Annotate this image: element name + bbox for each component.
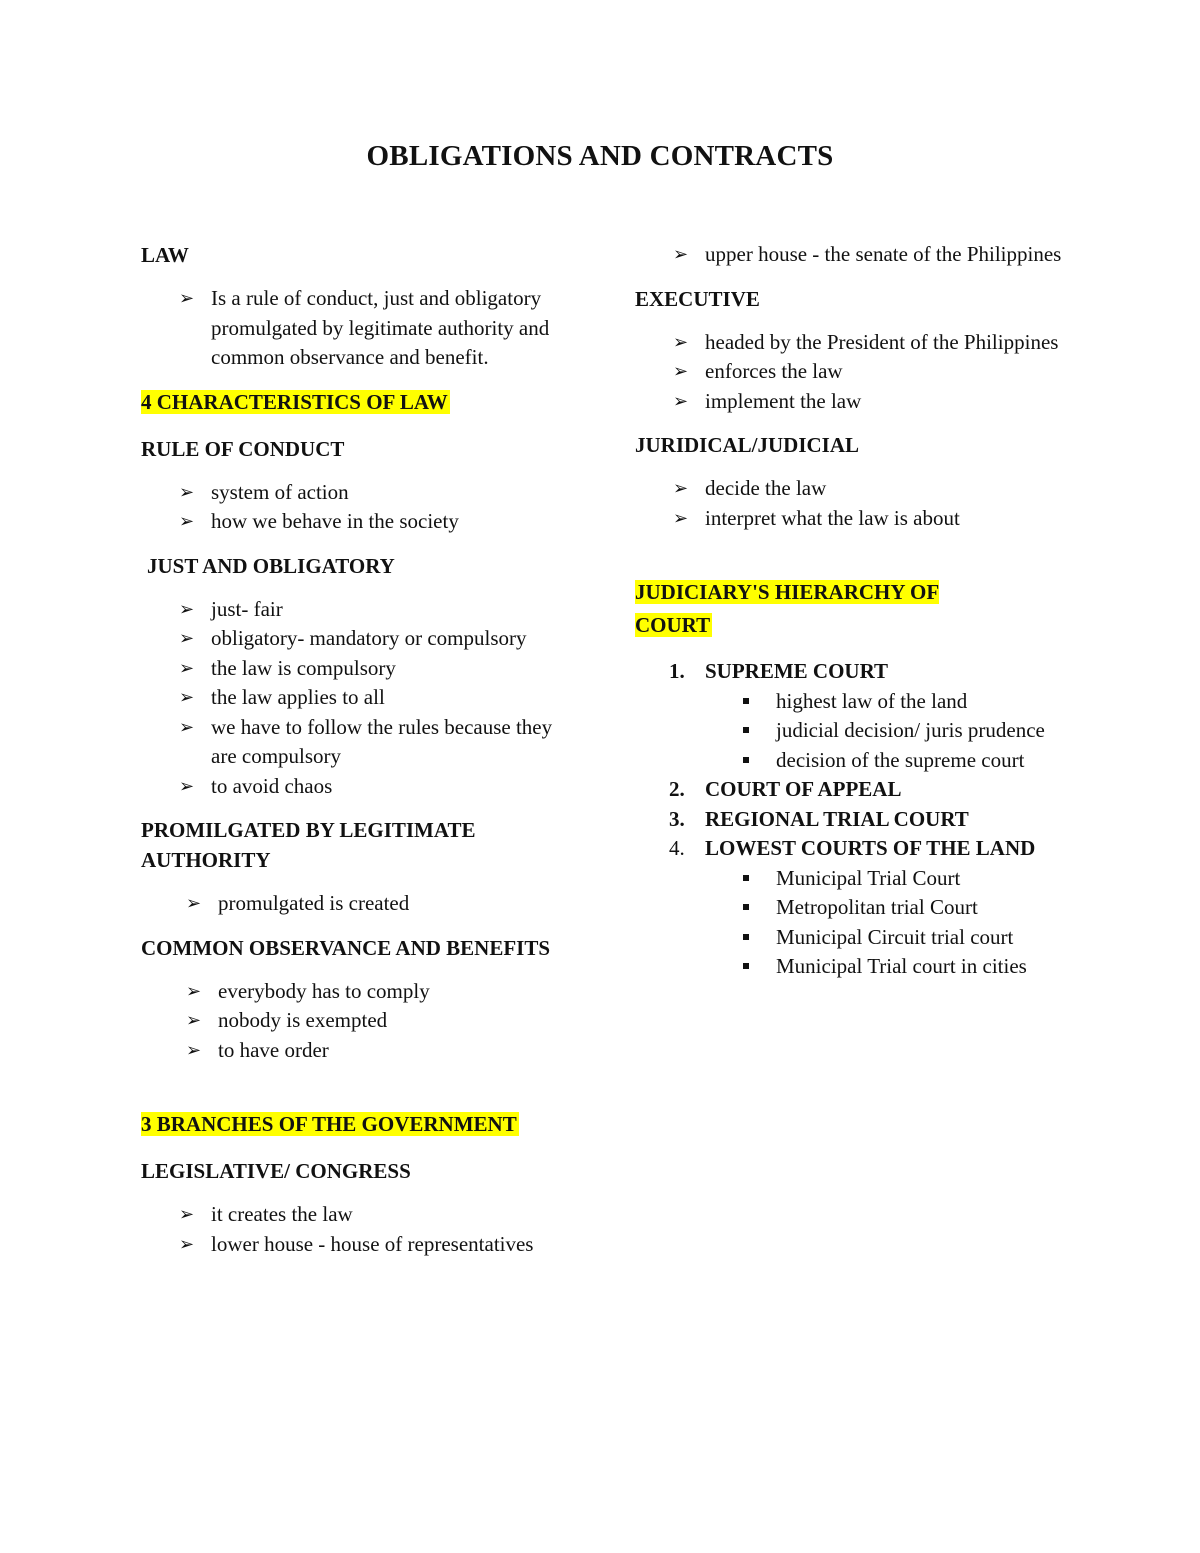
arrow-bullet-icon: ➢	[179, 657, 195, 678]
court-item-lowest	[635, 834, 1075, 982]
arrow-bullet-icon: ➢	[186, 980, 202, 1001]
list-number: 4.	[669, 836, 685, 860]
section-heading-legislative: LEGISLATIVE/ CONGRESS	[141, 1159, 411, 1183]
list-item: ➢ just- fair	[141, 595, 581, 625]
arrow-bullet-icon: ➢	[186, 893, 202, 913]
court-hierarchy-list	[635, 657, 1075, 982]
list-item: ➢ it creates the law	[141, 1200, 581, 1230]
arrow-bullet-icon: ➢	[179, 628, 195, 648]
list-number: 3.	[669, 806, 685, 831]
arrow-bullet-icon: ➢	[186, 1010, 202, 1030]
arrow-bullet-icon: ➢	[179, 598, 195, 619]
list-number: 2.	[669, 777, 685, 801]
arrow-bullet-icon: ➢	[673, 478, 689, 498]
list-item: ➢ promulgated is created	[141, 889, 581, 919]
square-bullet-icon	[743, 875, 749, 881]
judicial-list	[635, 474, 1075, 533]
square-bullet-icon	[743, 963, 749, 969]
list-item: judicial decision/ juris prudence	[635, 716, 1075, 746]
legislative-continued-list	[635, 240, 1075, 270]
just-obligatory-list	[141, 595, 581, 802]
arrow-bullet-icon: ➢	[179, 687, 195, 707]
arrow-bullet-icon: ➢	[179, 1233, 195, 1254]
list-item: ➢ how we behave in the society	[141, 507, 581, 537]
list-item: ➢ obligatory- mandatory or compulsory	[141, 624, 581, 654]
left-column	[141, 240, 581, 1273]
list-item: ➢ everybody has to comply	[141, 977, 581, 1007]
common-observance-list	[141, 977, 581, 1066]
square-bullet-icon	[743, 757, 749, 763]
list-item: ➢ headed by the President of the Philippines	[635, 328, 1075, 358]
highlighted-heading-characteristics: 4 CHARACTERISTICS OF LAW	[141, 389, 448, 414]
list-item: ➢ system of action	[141, 478, 581, 508]
page-title: OBLIGATIONS AND CONTRACTS	[366, 140, 834, 172]
arrow-bullet-icon: ➢	[179, 775, 195, 796]
square-bullet-icon	[743, 698, 749, 704]
court-item-appeal	[635, 775, 1075, 805]
arrow-bullet-icon: ➢	[179, 481, 195, 502]
rule-of-conduct-list	[141, 478, 581, 537]
list-item: Metropolitan trial Court	[635, 893, 1075, 923]
list-item: ➢ nobody is exempted	[141, 1006, 581, 1036]
right-column	[635, 240, 1075, 982]
court-name: LOWEST COURTS OF THE LAND	[705, 836, 1036, 860]
list-item: ➢ decide the law	[635, 474, 1075, 504]
list-number: 1.	[669, 659, 685, 683]
list-item: ➢ lower house - house of representatives	[141, 1230, 581, 1260]
arrow-bullet-icon: ➢	[673, 331, 689, 352]
list-item: ➢ implement the law	[635, 387, 1075, 417]
executive-list	[635, 328, 1075, 417]
list-item: ➢ Is a rule of conduct, just and obligatory promulgated by legitimate authority and common observance and benefit.	[179, 286, 550, 369]
court-name: REGIONAL TRIAL COURT	[705, 806, 969, 831]
list-item: highest law of the land	[635, 687, 1075, 717]
arrow-bullet-icon: ➢	[673, 507, 689, 528]
list-item: ➢ to avoid chaos	[141, 772, 581, 802]
list-item: Municipal Trial court in cities	[635, 952, 1075, 982]
legislative-list	[141, 1200, 581, 1259]
square-bullet-icon	[743, 904, 749, 910]
list-item: Municipal Circuit trial court	[635, 923, 1075, 953]
arrow-bullet-icon: ➢	[179, 288, 195, 308]
arrow-bullet-icon: ➢	[673, 361, 689, 381]
court-item-regional	[635, 805, 1075, 835]
square-bullet-icon	[743, 934, 749, 940]
lowest-courts-sublist	[635, 864, 1075, 982]
arrow-bullet-icon: ➢	[673, 244, 689, 264]
arrow-bullet-icon: ➢	[673, 390, 689, 411]
arrow-bullet-icon: ➢	[179, 511, 195, 531]
court-item-supreme	[635, 657, 1075, 775]
section-heading-rule-of-conduct: RULE OF CONDUCT	[141, 436, 345, 461]
section-heading-just-obligatory: JUST AND OBLIGATORY	[147, 553, 395, 578]
square-bullet-icon	[743, 727, 749, 733]
section-heading-common-observance: COMMON OBSERVANCE AND BENEFITS	[141, 935, 551, 960]
arrow-bullet-icon: ➢	[179, 716, 195, 737]
list-item: ➢ upper house - the senate of the Philippines	[635, 240, 1075, 270]
list-item: decision of the supreme court	[635, 746, 1075, 776]
supreme-court-sublist	[635, 687, 1075, 776]
highlighted-heading-hierarchy: JUDICIARY'S HIERARCHY OF COURT	[635, 580, 940, 637]
list-item: ➢ we have to follow the rules because they are compulsory	[179, 714, 553, 768]
list-item: ➢ interpret what the law is about	[635, 504, 1075, 534]
law-list	[141, 284, 581, 373]
list-item: ➢ the law applies to all	[141, 683, 581, 713]
list-item: ➢ the law is compulsory	[141, 654, 581, 684]
arrow-bullet-icon: ➢	[179, 1204, 195, 1224]
promulgated-list	[141, 889, 581, 919]
section-heading-promulgated: PROMILGATED BY LEGITIMATE AUTHORITY	[141, 818, 476, 872]
list-item: Municipal Trial Court	[635, 864, 1075, 894]
list-item: ➢ enforces the law	[635, 357, 1075, 387]
arrow-bullet-icon: ➢	[186, 1039, 202, 1060]
court-name: SUPREME COURT	[705, 659, 889, 683]
list-item: ➢ to have order	[141, 1036, 581, 1066]
section-heading-executive: EXECUTIVE	[635, 286, 760, 311]
highlighted-heading-branches: 3 BRANCHES OF THE GOVERNMENT	[141, 1112, 517, 1136]
section-heading-judicial: JURIDICAL/JUDICIAL	[635, 433, 860, 457]
section-heading-law: LAW	[141, 243, 189, 267]
court-name: COURT OF APPEAL	[705, 777, 902, 801]
